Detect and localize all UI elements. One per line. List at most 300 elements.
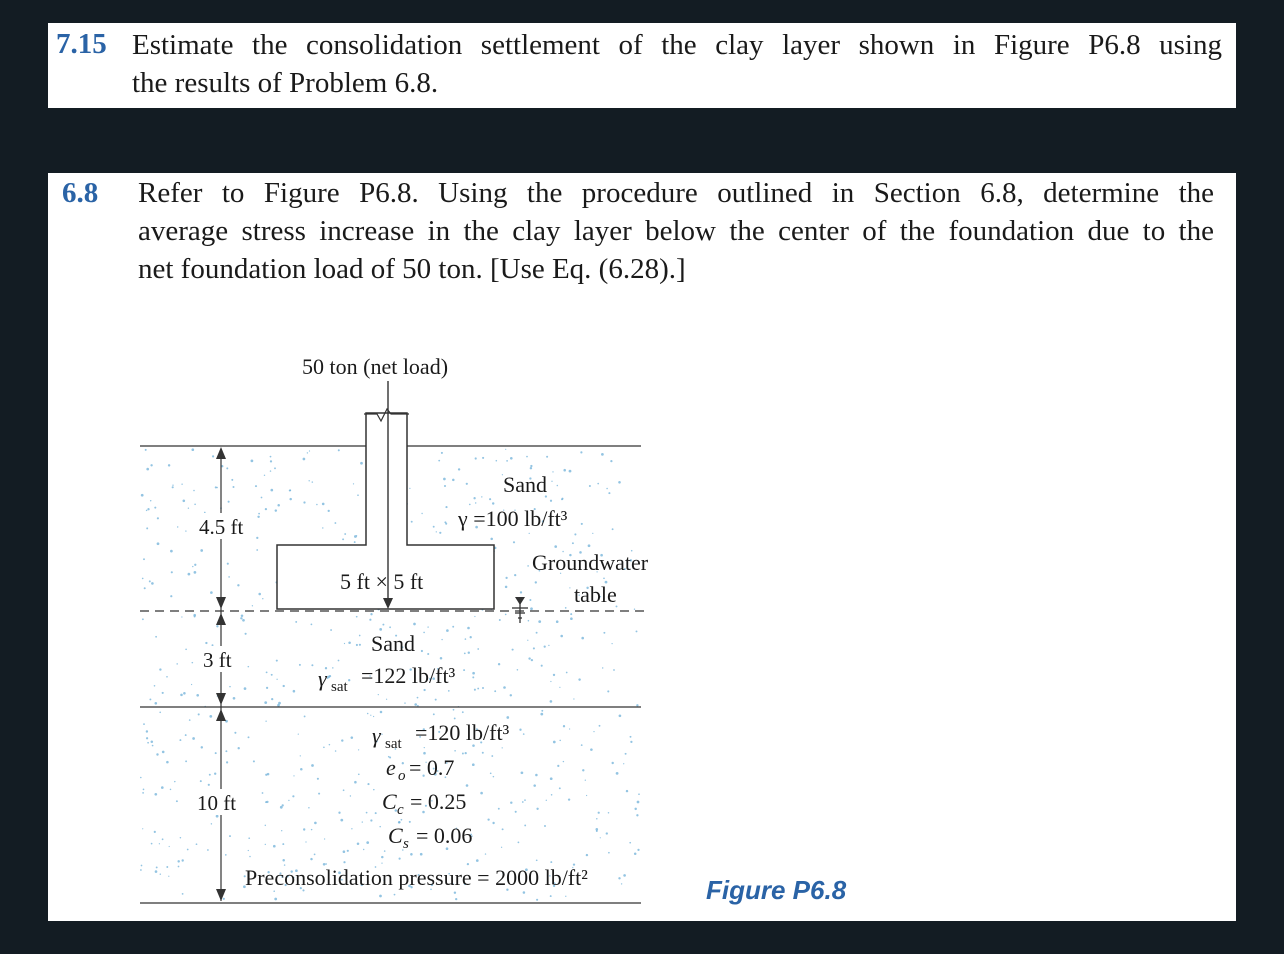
problem-text-line: average stress increase in the clay layer below the center of the foundation due to the <box>138 215 1214 247</box>
stipple-dot <box>417 697 419 699</box>
stipple-dot <box>598 812 600 814</box>
stipple-dot <box>176 663 178 665</box>
stipple-dot <box>188 573 191 576</box>
stipple-dot <box>526 456 528 458</box>
stipple-dot <box>252 605 253 606</box>
stipple-dot <box>266 671 268 673</box>
stipple-dot <box>524 799 526 801</box>
stipple-dot <box>265 508 267 510</box>
stipple-dot <box>444 521 446 523</box>
stipple-dot <box>596 830 598 832</box>
stipple-dot <box>159 668 161 670</box>
stipple-dot <box>550 895 552 897</box>
stipple-dot <box>276 660 278 662</box>
stipple-dot <box>196 843 198 845</box>
stipple-dot <box>211 823 212 824</box>
stipple-dot <box>413 623 416 626</box>
stipple-dot <box>318 793 320 795</box>
stipple-dot <box>417 705 419 707</box>
stipple-dot <box>282 843 284 845</box>
stipple-dot <box>311 764 314 767</box>
stipple-dot <box>256 549 258 551</box>
stipple-dot <box>256 537 258 539</box>
stipple-dot <box>472 672 475 675</box>
cc-symbol: C <box>382 789 397 814</box>
stipple-dot <box>612 762 614 764</box>
gamma-sand-label: γ =100 lb/ft³ <box>458 506 568 531</box>
stipple-dot <box>159 711 161 713</box>
stipple-dot <box>427 653 429 655</box>
stipple-dot <box>458 468 460 470</box>
stipple-dot <box>209 774 211 776</box>
stipple-dot <box>311 624 313 626</box>
stipple-dot <box>588 544 591 547</box>
stipple-dot <box>141 865 143 867</box>
stipple-dot <box>528 620 530 622</box>
stipple-dot <box>470 636 472 638</box>
stipple-dot <box>505 614 507 616</box>
stipple-dot <box>420 853 423 856</box>
stipple-dot <box>521 771 524 774</box>
stipple-dot <box>314 822 317 825</box>
stipple-dot <box>455 898 457 900</box>
stipple-dot <box>330 629 332 631</box>
stipple-dot <box>592 533 593 534</box>
stipple-dot <box>505 577 507 579</box>
stipple-dot <box>553 741 556 744</box>
stipple-dot <box>177 526 178 527</box>
stipple-dot <box>559 787 561 789</box>
stipple-dot <box>474 689 476 691</box>
stipple-dot <box>477 688 479 690</box>
stipple-dot <box>601 453 604 456</box>
gamma-sat-sand-value: =122 lb/ft³ <box>361 663 456 688</box>
stipple-dot <box>637 849 639 851</box>
stipple-dot <box>185 530 186 531</box>
stipple-dot <box>578 678 580 680</box>
stipple-dot <box>496 460 498 462</box>
stipple-dot <box>245 633 247 635</box>
stipple-dot <box>538 620 541 623</box>
stipple-dot <box>143 789 145 791</box>
stipple-dot <box>573 698 574 699</box>
stipple-dot <box>563 725 565 727</box>
cs-subscript: s <box>403 836 409 852</box>
stipple-dot <box>341 739 343 741</box>
problem-text <box>132 26 1222 102</box>
stipple-dot <box>209 715 212 718</box>
stipple-dot <box>596 818 598 820</box>
problem-number: 6.8 <box>62 177 99 209</box>
stipple-dot <box>322 527 323 528</box>
stipple-dot <box>359 644 361 646</box>
stipple-dot <box>162 751 165 754</box>
stipple-dot <box>464 653 466 655</box>
stipple-dot <box>151 582 154 585</box>
stipple-dot <box>328 510 330 512</box>
stipple-dot <box>229 835 231 837</box>
stipple-dot <box>248 837 250 839</box>
stipple-dot <box>380 711 383 714</box>
stipple-dot <box>232 486 234 488</box>
stipple-dot <box>264 701 267 704</box>
stipple-dot <box>379 826 381 828</box>
stipple-dot <box>572 542 574 544</box>
stipple-dot <box>276 679 277 680</box>
stipple-dot <box>586 795 587 796</box>
stipple-dot <box>192 566 193 567</box>
stipple-dot <box>198 713 200 715</box>
stipple-dot <box>565 607 567 609</box>
footing-size-label: 5 ft × 5 ft <box>340 569 424 594</box>
stipple-dot <box>156 753 158 755</box>
stipple-dot <box>375 812 377 814</box>
stipple-dot <box>140 869 142 871</box>
stipple-dot <box>608 812 610 814</box>
stipple-dot <box>311 829 312 830</box>
stipple-dot <box>193 614 196 617</box>
stipple-dot <box>551 794 553 796</box>
stipple-dot <box>356 616 358 618</box>
stipple-dot <box>540 713 543 716</box>
stipple-dot <box>541 710 543 712</box>
stipple-dot <box>369 619 371 621</box>
stipple-dot <box>608 852 610 854</box>
stipple-dot <box>630 741 632 743</box>
stipple-dot <box>570 613 572 615</box>
stipple-dot <box>550 681 551 682</box>
stipple-dot <box>154 685 156 687</box>
stipple-dot <box>625 753 627 755</box>
problem-text-line: Refer to Figure P6.8. Using the procedure outlined in Section 6.8, determine the <box>138 177 1214 209</box>
stipple-dot <box>590 748 593 751</box>
stipple-dot <box>527 565 529 567</box>
stipple-dot <box>185 760 187 762</box>
stipple-dot <box>360 462 363 465</box>
stipple-dot <box>401 819 403 821</box>
stipple-dot <box>141 494 144 497</box>
stipple-dot <box>366 812 368 814</box>
stipple-dot <box>448 690 450 692</box>
stipple-dot <box>433 526 435 528</box>
stipple-dot <box>157 517 159 519</box>
stipple-dot <box>548 645 549 646</box>
cc-subscript: c <box>397 802 404 818</box>
stipple-dot <box>358 749 359 750</box>
stipple-dot <box>563 469 566 472</box>
stipple-dot <box>277 704 280 707</box>
stipple-dot <box>618 481 621 484</box>
stipple-dot <box>265 721 266 722</box>
stipple-dot <box>270 460 272 462</box>
stipple-dot <box>536 632 538 634</box>
stipple-dot <box>556 620 559 623</box>
stipple-dot <box>191 448 194 451</box>
stipple-dot <box>231 479 233 481</box>
stipple-dot <box>146 510 148 512</box>
dim-arrow-up-icon <box>216 709 226 721</box>
gamma-sat-clay-symbol: γ <box>372 723 381 748</box>
groundwater-label-2: table <box>574 582 617 607</box>
stipple-dot <box>340 819 343 822</box>
stipple-dot <box>258 593 261 596</box>
stipple-dot <box>565 896 566 897</box>
stipple-dot <box>427 626 428 627</box>
stipple-dot <box>187 849 189 851</box>
stipple-dot <box>439 532 441 534</box>
stipple-dot <box>472 763 475 766</box>
stipple-dot <box>410 853 413 856</box>
stipple-dot <box>533 647 535 649</box>
sand-top-label: Sand <box>503 472 547 497</box>
stipple-dot <box>191 684 192 685</box>
stipple-dot <box>520 591 522 593</box>
stipple-dot <box>185 734 187 736</box>
stipple-dot <box>234 732 236 734</box>
stipple-dot <box>523 733 525 735</box>
stipple-dot <box>528 657 530 659</box>
figure-p6-8 <box>48 173 1236 921</box>
stipple-dot <box>469 504 471 506</box>
stipple-dot <box>610 460 612 462</box>
stipple-dot <box>381 734 382 735</box>
stipple-dot <box>586 854 588 856</box>
stipple-dot <box>423 632 425 634</box>
stipple-dot <box>303 458 306 461</box>
stipple-dot <box>506 460 508 462</box>
stipple-dot <box>485 853 486 854</box>
stipple-dot <box>183 692 186 695</box>
stipple-dot <box>314 854 316 856</box>
stipple-dot <box>300 755 301 756</box>
stipple-dot <box>550 700 553 703</box>
stipple-dot <box>358 773 360 775</box>
stipple-dot <box>310 858 312 860</box>
stipple-dot <box>608 492 610 494</box>
stipple-dot <box>381 862 382 863</box>
stipple-dot <box>546 456 548 458</box>
stipple-dot <box>155 870 158 873</box>
gamma-sat-sand-symbol: γ <box>318 666 327 691</box>
stipple-dot <box>603 577 605 579</box>
stipple-dot <box>482 687 484 689</box>
stipple-dot <box>281 830 282 831</box>
stipple-dot <box>394 894 396 896</box>
stipple-dot <box>233 697 236 700</box>
stipple-dot <box>277 504 280 507</box>
stipple-dot <box>480 792 483 795</box>
stipple-dot <box>146 737 148 739</box>
stipple-dot <box>156 866 158 868</box>
stipple-dot <box>454 750 456 752</box>
stipple-dot <box>159 843 160 844</box>
stipple-dot <box>181 616 182 617</box>
stipple-dot <box>212 644 214 646</box>
stipple-dot <box>518 842 520 844</box>
stipple-dot <box>454 891 456 893</box>
stipple-dot <box>343 850 346 853</box>
stipple-dot <box>523 891 526 894</box>
stipple-dot <box>589 485 591 487</box>
stipple-dot <box>172 486 174 488</box>
stipple-dot <box>244 687 247 690</box>
stipple-dot <box>303 828 305 830</box>
stipple-dot <box>140 777 142 779</box>
stipple-dot <box>223 898 225 900</box>
stipple-dot <box>353 483 354 484</box>
stipple-dot <box>181 483 182 484</box>
stipple-dot <box>502 828 504 830</box>
stipple-dot <box>309 450 310 451</box>
stipple-dot <box>634 808 636 810</box>
gamma-sat-sand-subscript: sat <box>331 679 348 695</box>
stipple-dot <box>303 501 305 503</box>
stipple-dot <box>593 731 594 732</box>
gamma-sat-clay-subscript: sat <box>385 736 402 752</box>
stipple-dot <box>282 859 285 862</box>
stipple-dot <box>192 737 195 740</box>
stipple-dot <box>142 578 144 580</box>
stipple-dot <box>350 795 351 796</box>
stipple-dot <box>399 858 401 860</box>
dim-arrow-up-icon <box>216 613 226 625</box>
stipple-dot <box>619 714 622 717</box>
stipple-dot <box>465 638 467 640</box>
stipple-dot <box>474 616 475 617</box>
groundwater-label: Groundwater <box>532 550 649 575</box>
stipple-dot <box>382 624 384 626</box>
stipple-dot <box>498 663 500 665</box>
problem-7-15-panel <box>48 23 1236 108</box>
stipple-dot <box>440 657 443 660</box>
stipple-dot <box>338 660 340 662</box>
stipple-dot <box>308 807 310 809</box>
stipple-dot <box>611 643 612 644</box>
stipple-dot <box>174 781 175 782</box>
stipple-dot <box>441 639 442 640</box>
stipple-dot <box>354 541 356 543</box>
stipple-dot <box>273 845 276 848</box>
problem-number: 7.15 <box>56 28 107 60</box>
stipple-dot <box>327 678 328 679</box>
stipple-dot <box>166 676 168 678</box>
stipple-dot <box>215 752 217 754</box>
stipple-dot <box>267 773 270 776</box>
stipple-dot <box>505 586 508 589</box>
stipple-dot <box>194 571 197 574</box>
stipple-dot <box>354 781 357 784</box>
stipple-dot <box>172 485 173 486</box>
stipple-dot <box>188 508 189 509</box>
stipple-dot <box>580 451 582 453</box>
stipple-dot <box>557 765 559 767</box>
stipple-dot <box>170 550 173 553</box>
stipple-dot <box>189 719 191 721</box>
stipple-dot <box>316 504 318 506</box>
stipple-dot <box>536 859 538 861</box>
stipple-dot <box>530 607 533 610</box>
stipple-dot <box>225 854 227 856</box>
stipple-dot <box>329 744 331 746</box>
stipple-dot <box>550 777 553 780</box>
stipple-dot <box>237 584 239 586</box>
stipple-dot <box>289 498 291 500</box>
stipple-dot <box>501 847 502 848</box>
problem-6-8-panel <box>48 173 1236 921</box>
stipple-dot <box>193 490 195 492</box>
stipple-dot <box>154 507 156 509</box>
stipple-dot <box>241 614 244 617</box>
stipple-dot <box>423 689 425 691</box>
stipple-dot <box>466 483 468 485</box>
stipple-dot <box>597 483 599 485</box>
stipple-dot <box>154 831 156 833</box>
stipple-dot <box>441 452 443 454</box>
stipple-dot <box>489 498 491 500</box>
stipple-dot <box>637 801 640 804</box>
stipple-dot <box>603 632 605 634</box>
stipple-dot <box>424 747 425 748</box>
stipple-dot <box>381 856 383 858</box>
stipple-dot <box>251 460 254 463</box>
stipple-dot <box>379 895 382 898</box>
stipple-dot <box>142 618 144 620</box>
stipple-dot <box>566 672 568 674</box>
stipple-dot <box>155 636 157 638</box>
stipple-dot <box>176 800 178 802</box>
stipple-dot <box>621 883 622 884</box>
stipple-dot <box>517 669 519 671</box>
stipple-dot <box>492 822 494 824</box>
stipple-dot <box>200 549 203 552</box>
stipple-dot <box>510 801 512 803</box>
stipple-dot <box>569 728 570 729</box>
stipple-dot <box>282 804 284 806</box>
stipple-dot <box>264 475 265 476</box>
stipple-dot <box>378 694 379 695</box>
stipple-dot <box>146 730 148 732</box>
stipple-dot <box>529 533 530 534</box>
stipple-dot <box>481 496 482 497</box>
stipple-dot <box>613 669 615 671</box>
stipple-dot <box>482 752 484 754</box>
stipple-dot <box>212 455 214 457</box>
stipple-dot <box>638 793 640 795</box>
stipple-dot <box>150 464 152 466</box>
stipple-dot <box>475 502 476 503</box>
stipple-dot <box>183 500 186 503</box>
stipple-dot <box>623 874 626 877</box>
stipple-dot <box>499 619 501 621</box>
stipple-dot <box>492 502 494 504</box>
stipple-dot <box>581 637 584 640</box>
stipple-dot <box>612 528 614 530</box>
stipple-dot <box>305 841 306 842</box>
stipple-dot <box>553 674 555 676</box>
stipple-dot <box>271 674 273 676</box>
stipple-dot <box>513 541 515 543</box>
stipple-dot <box>409 488 410 489</box>
stipple-dot <box>514 574 516 576</box>
stipple-dot <box>491 755 493 757</box>
stipple-dot <box>370 715 371 716</box>
stipple-dot <box>581 523 583 525</box>
stipple-dot <box>506 716 509 719</box>
dim-arrow-up-icon <box>216 447 226 459</box>
stipple-dot <box>629 842 631 844</box>
stipple-dot <box>344 533 346 535</box>
stipple-dot <box>194 504 196 506</box>
